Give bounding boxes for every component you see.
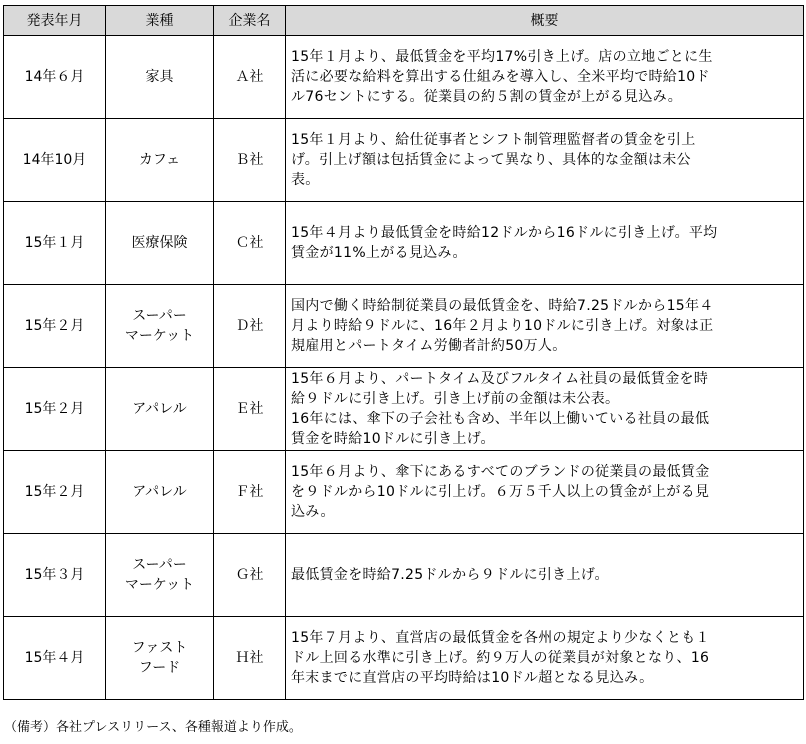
summary-text: 最低賃金を時給7.25ドルから９ドルに引き上げ。 — [291, 567, 609, 583]
header-date: 発表年月 — [4, 6, 106, 36]
cell-industry — [106, 202, 214, 285]
summary-text: 15年６月より、傘下にあるすべてのブランドの従業員の最低賃金 を９ドルから10ドルに引上げ。６万５千人以上の賃金が上がる見 込み。 — [291, 464, 710, 520]
industry-text: スーパー マーケット — [124, 557, 195, 593]
industry-text: 家具 — [145, 69, 174, 85]
summary-text: 15年４月より最低賃金を時給12ドルから16ドルに引き上げ。平均 賃金が11%上がる見込み。 — [291, 225, 718, 261]
industry-text: アパレル — [132, 401, 187, 417]
minimum-wage-table — [3, 5, 804, 700]
table-row — [4, 285, 804, 368]
table-row — [4, 451, 804, 534]
cell-date: 14年６月 — [4, 36, 106, 119]
cell-summary — [286, 617, 804, 700]
cell-summary — [286, 451, 804, 534]
cell-company: Ｂ社 — [214, 119, 286, 202]
industry-text: ファスト フード — [131, 640, 188, 676]
table-row — [4, 202, 804, 285]
cell-industry — [106, 617, 214, 700]
cell-date: 14年10月 — [4, 119, 106, 202]
source-note: （備考）各社プレスリリース、各種報道より作成。 — [4, 720, 302, 735]
table-row — [4, 36, 804, 119]
cell-summary — [286, 285, 804, 368]
cell-date: 15年２月 — [4, 451, 106, 534]
summary-text: 15年７月より、直営店の最低賃金を各州の規定より少なくとも１ ドル上回る水準に引き上げ。約９万人の従業員が対象となり、16 年末までに直営店の平均時給は10ドル超となる見込み。 — [291, 630, 710, 686]
cell-industry — [106, 451, 214, 534]
cell-industry — [106, 119, 214, 202]
industry-text: スーパー マーケット — [124, 308, 195, 344]
cell-company: Ｃ社 — [214, 202, 286, 285]
table-row — [4, 368, 804, 451]
cell-date: 15年４月 — [4, 617, 106, 700]
summary-text: 15年１月より、最低賃金を平均17%引き上げ。店の立地ごとに生 活に必要な給料を算出する仕組みを導入し、全米平均で時給10ド ル76セントにする。従業員の約５割の賃金が上がる見込み。 — [291, 49, 713, 105]
cell-company: Ｅ社 — [214, 368, 286, 451]
cell-company: Ｈ社 — [214, 617, 286, 700]
industry-text: アパレル — [132, 484, 187, 500]
cell-industry — [106, 368, 214, 451]
cell-summary — [286, 36, 804, 119]
cell-date: 15年２月 — [4, 285, 106, 368]
table-row — [4, 534, 804, 617]
table-row — [4, 617, 804, 700]
cell-summary — [286, 368, 804, 451]
summary-text: 15年６月より、パートタイム及びフルタイム社員の最低賃金を時 給９ドルに引き上げ。引き上げ前の金額は未公表。 16年には、傘下の子会社も含め、半年以上働いている社員の最低 賃金を時給10ドルに引き上げ。 — [291, 371, 710, 447]
cell-summary — [286, 202, 804, 285]
cell-company: Ｇ社 — [214, 534, 286, 617]
cell-industry — [106, 534, 214, 617]
cell-company: Ａ社 — [214, 36, 286, 119]
cell-company: Ｆ社 — [214, 451, 286, 534]
header-industry: 業種 — [106, 6, 214, 36]
cell-date: 15年３月 — [4, 534, 106, 617]
cell-industry — [106, 36, 214, 119]
summary-text: 国内で働く時給制従業員の最低賃金を、時給7.25ドルから15年４ 月より時給９ドルに、16年２月より10ドルに引き上げ。対象は正 規雇用とパートタイム労働者計約50万人。 — [291, 298, 714, 354]
industry-text: 医療保険 — [131, 235, 188, 251]
table-header-row — [4, 6, 804, 36]
header-summary: 概要 — [286, 6, 804, 36]
cell-date: 15年２月 — [4, 368, 106, 451]
cell-date: 15年１月 — [4, 202, 106, 285]
cell-summary — [286, 534, 804, 617]
header-company: 企業名 — [214, 6, 286, 36]
cell-company: Ｄ社 — [214, 285, 286, 368]
cell-industry — [106, 285, 214, 368]
industry-text: カフェ — [138, 152, 181, 168]
cell-summary — [286, 119, 804, 202]
table-row — [4, 119, 804, 202]
summary-text: 15年１月より、給仕従事者とシフト制管理監督者の賃金を引上 げ。引上げ額は包括賃金によって異なり、具体的な金額は未公 表。 — [291, 132, 696, 188]
